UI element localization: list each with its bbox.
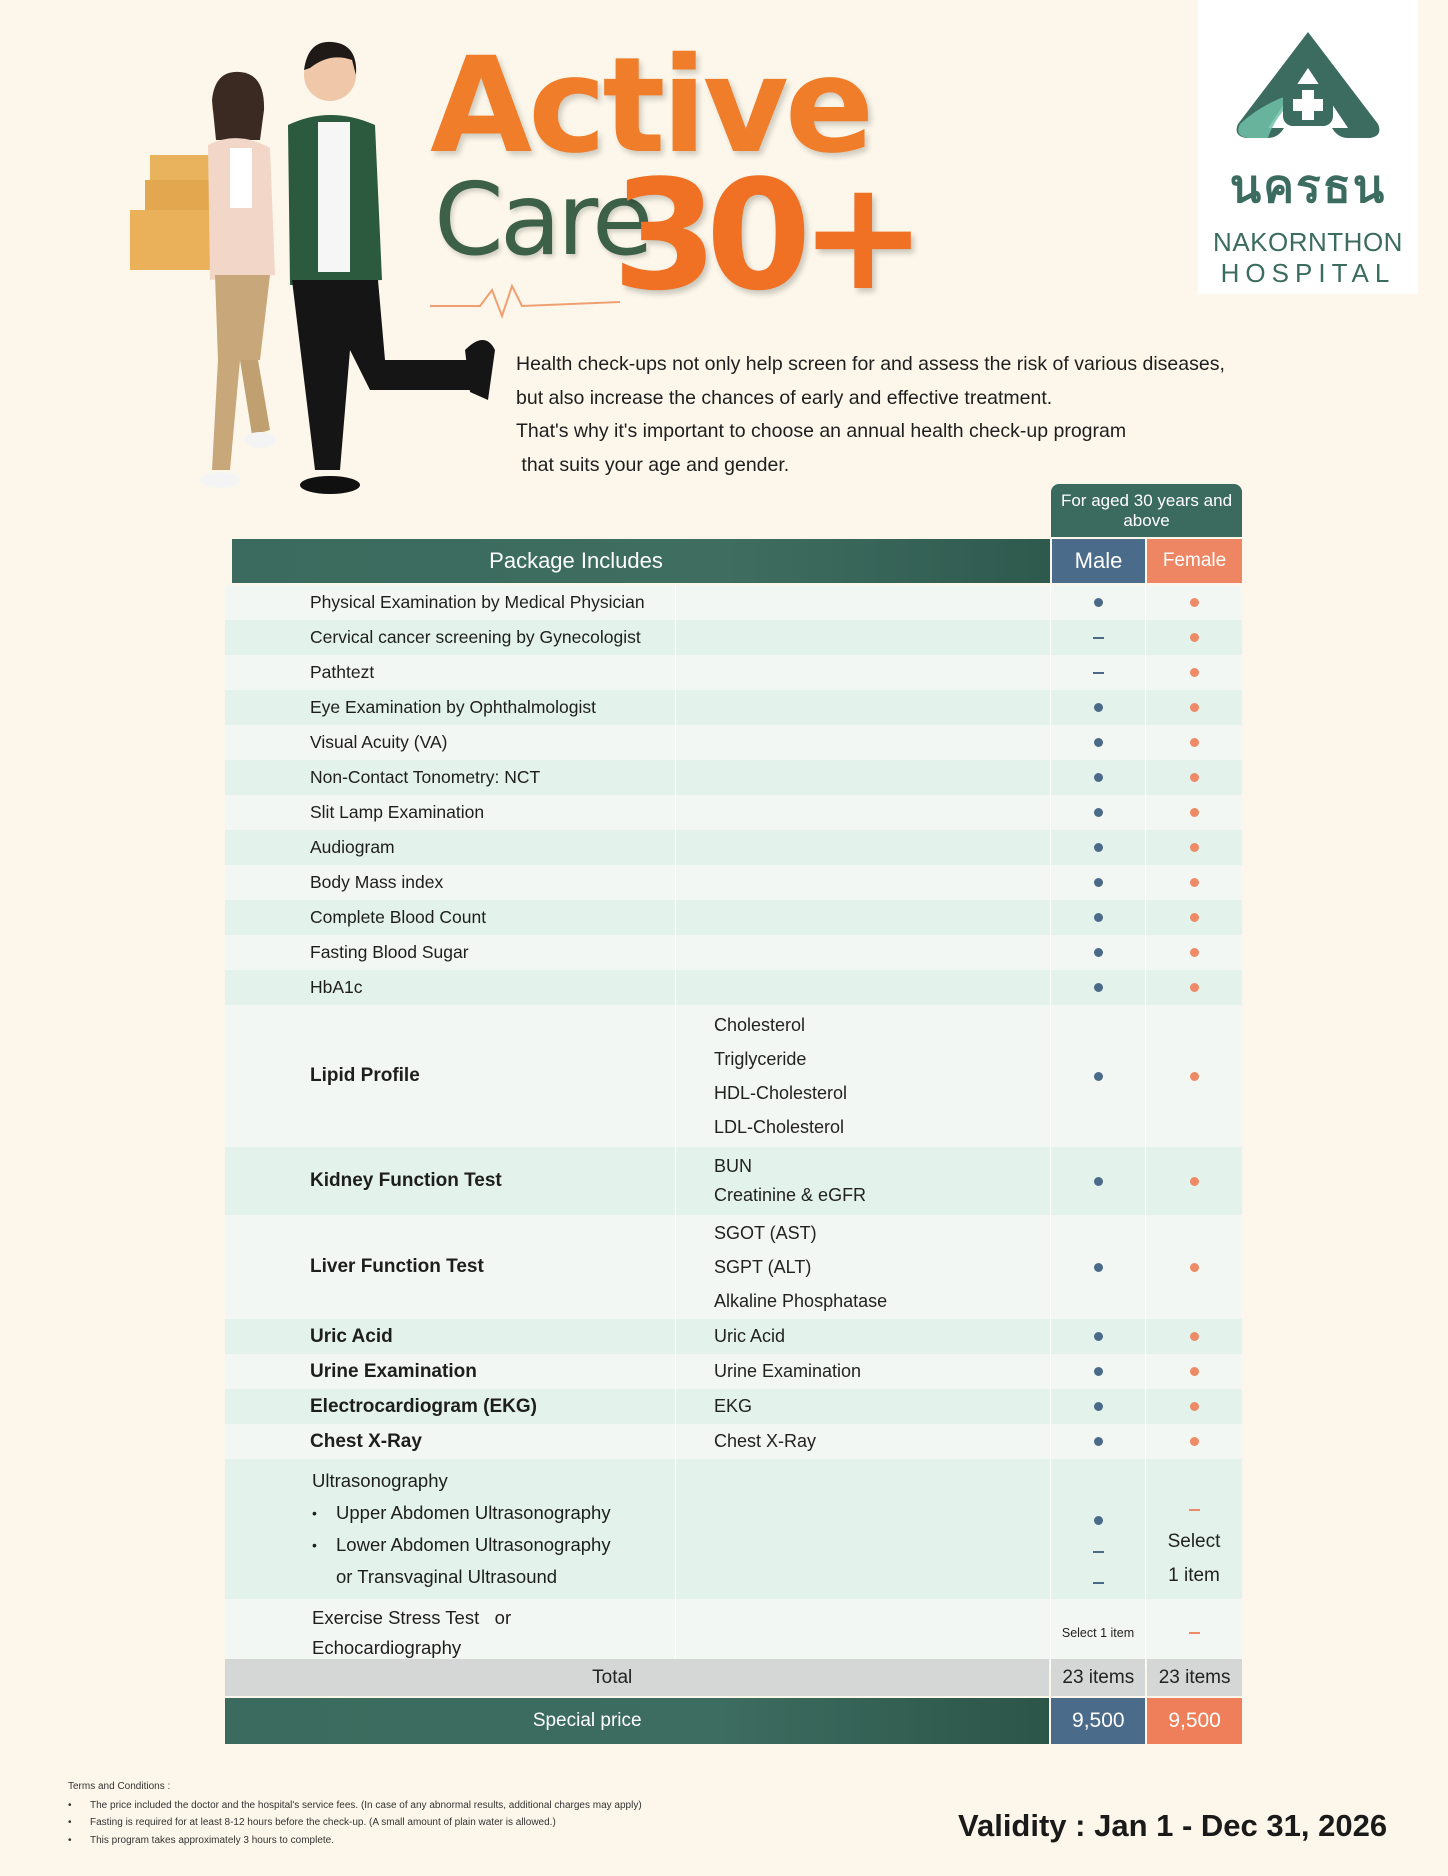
intro-line: Health check-ups not only help screen for and assess the risk of various diseases, bbox=[516, 353, 1225, 375]
item-name: Slit Lamp Examination bbox=[310, 802, 485, 822]
total-row bbox=[225, 1659, 1242, 1696]
item-details bbox=[675, 1005, 1050, 1147]
table-row bbox=[225, 1319, 1242, 1354]
female-included-icon bbox=[1190, 668, 1199, 677]
special-price-row bbox=[225, 1698, 1242, 1744]
table-row bbox=[225, 690, 1242, 725]
male-included-icon bbox=[1094, 1177, 1103, 1186]
male-included-icon bbox=[1094, 1332, 1103, 1341]
detail-line: BUN bbox=[714, 1156, 753, 1176]
intro-line: that suits your age and gender. bbox=[516, 453, 790, 476]
item-name: Chest X-Ray bbox=[310, 1430, 422, 1452]
hospital-cross-logo-icon bbox=[1228, 28, 1388, 146]
title-care: Care bbox=[434, 161, 650, 278]
item-name: Body Mass index bbox=[310, 872, 444, 892]
female-included-icon bbox=[1190, 1177, 1199, 1186]
male-included-icon bbox=[1094, 1367, 1103, 1376]
item-name: Complete Blood Count bbox=[310, 907, 487, 927]
table-row bbox=[225, 865, 1242, 900]
table-row bbox=[225, 1005, 1242, 1147]
hospital-logo bbox=[1198, 0, 1418, 294]
item-name: Audiogram bbox=[310, 837, 395, 857]
table-row-exercise bbox=[225, 1599, 1242, 1667]
item-name: Kidney Function Test bbox=[310, 1170, 502, 1191]
item-name: Lipid Profile bbox=[310, 1065, 420, 1086]
detail-line: Alkaline Phosphatase bbox=[714, 1291, 888, 1311]
exercise-line2: Echocardiography bbox=[312, 1637, 462, 1658]
female-included-icon bbox=[1190, 1367, 1199, 1376]
table-row bbox=[225, 830, 1242, 865]
detail-line: SGPT (ALT) bbox=[714, 1257, 812, 1277]
female-included-icon bbox=[1190, 913, 1199, 922]
total-label: Total bbox=[225, 1659, 1049, 1696]
item-details bbox=[675, 1215, 1050, 1319]
item-details: EKG bbox=[675, 1389, 1050, 1424]
title-active: Active bbox=[430, 29, 871, 183]
male-included-icon bbox=[1094, 598, 1103, 607]
ultrasound-upper: Upper Abdomen Ultrasonography bbox=[336, 1502, 611, 1523]
logo-english-line2: HOSPITAL bbox=[1220, 258, 1396, 288]
bullet-icon: • bbox=[68, 1834, 72, 1846]
female-included-icon bbox=[1190, 773, 1199, 782]
terms-item: • This program takes approximately 3 hours to complete. bbox=[68, 1832, 768, 1850]
ultrasound-lower: Lower Abdomen Ultrasonography bbox=[336, 1534, 611, 1555]
item-name: Electrocardiogram (EKG) bbox=[310, 1395, 537, 1417]
table-row bbox=[225, 620, 1242, 655]
table-row bbox=[225, 1424, 1242, 1459]
male-not-included-icon bbox=[1093, 672, 1104, 674]
terms-item: • The price included the doctor and the hospital's service fees. (In case of any abnormal results, additional charges may apply) bbox=[68, 1797, 768, 1815]
item-name: Cervical cancer screening by Gynecologist bbox=[310, 627, 641, 647]
item-name: Pathtezt bbox=[310, 662, 375, 682]
special-price-label: Special price bbox=[225, 1698, 1049, 1744]
table-row-ultrasonography bbox=[225, 1459, 1242, 1599]
detail-line: LDL-Cholesterol bbox=[714, 1117, 845, 1137]
male-select-note: Select 1 item bbox=[1061, 1626, 1135, 1640]
ultrasound-lower-alt: or Transvaginal Ultrasound bbox=[336, 1566, 558, 1587]
male-not-included-icon bbox=[1093, 1551, 1104, 1553]
table-row bbox=[225, 970, 1242, 1005]
female-select-text: Select bbox=[1167, 1531, 1221, 1552]
female-included-icon bbox=[1190, 738, 1199, 747]
female-included-icon bbox=[1190, 878, 1199, 887]
item-name: Eye Examination by Ophthalmologist bbox=[310, 697, 596, 717]
bullet-icon: • bbox=[68, 1817, 72, 1828]
table-row bbox=[225, 1215, 1242, 1319]
item-name: Liver Function Test bbox=[310, 1256, 484, 1277]
item-name: Non-Contact Tonometry: NCT bbox=[310, 767, 541, 787]
terms-title: Terms and Conditions : bbox=[68, 1781, 171, 1792]
male-column-header: Male bbox=[1052, 539, 1145, 583]
male-included-icon bbox=[1094, 1263, 1103, 1272]
item-name: Physical Examination by Medical Physician bbox=[310, 592, 645, 612]
table-row bbox=[225, 585, 1242, 620]
age-group-tab: For aged 30 years and above bbox=[1051, 484, 1242, 537]
total-male: 23 items bbox=[1051, 1659, 1145, 1696]
male-included-icon bbox=[1094, 878, 1103, 887]
item-name: HbA1c bbox=[310, 977, 363, 997]
item-details: Uric Acid bbox=[675, 1319, 1050, 1354]
item-name: Visual Acuity (VA) bbox=[310, 732, 448, 752]
table-row bbox=[225, 760, 1242, 795]
heartbeat-line-icon bbox=[430, 280, 620, 320]
bullet-icon: • bbox=[312, 1537, 317, 1553]
female-included-icon bbox=[1190, 1402, 1199, 1411]
detail-line: HDL-Cholesterol bbox=[714, 1083, 848, 1103]
female-included-icon bbox=[1190, 1072, 1199, 1081]
male-included-icon bbox=[1094, 948, 1103, 957]
female-included-icon bbox=[1190, 633, 1199, 642]
male-included-icon bbox=[1094, 1402, 1103, 1411]
female-included-icon bbox=[1190, 808, 1199, 817]
item-name: Urine Examination bbox=[310, 1360, 477, 1382]
male-included-icon bbox=[1094, 913, 1103, 922]
package-table bbox=[225, 585, 1242, 1667]
female-included-icon bbox=[1190, 1263, 1199, 1272]
male-included-icon bbox=[1094, 773, 1103, 782]
female-included-icon bbox=[1190, 843, 1199, 852]
ultrasound-item bbox=[225, 1459, 675, 1599]
table-row bbox=[225, 900, 1242, 935]
item-name: Uric Acid bbox=[310, 1325, 393, 1347]
male-not-included-icon bbox=[1093, 637, 1104, 639]
total-female: 23 items bbox=[1147, 1659, 1242, 1696]
female-included-icon bbox=[1190, 983, 1199, 992]
female-included-icon bbox=[1190, 598, 1199, 607]
male-included-icon bbox=[1094, 703, 1103, 712]
female-included-icon bbox=[1190, 1332, 1199, 1341]
validity-period: Validity : Jan 1 - Dec 31, 2026 bbox=[958, 1808, 1388, 1843]
female-included-icon bbox=[1190, 703, 1199, 712]
table-row bbox=[225, 1147, 1242, 1215]
table-row bbox=[225, 655, 1242, 690]
logo-thai-text: นครธน bbox=[1229, 159, 1387, 213]
exercise-line1: Exercise Stress Test or bbox=[312, 1607, 512, 1628]
terms-and-conditions bbox=[68, 1778, 768, 1849]
male-included-icon bbox=[1094, 1437, 1103, 1446]
male-not-included-icon bbox=[1093, 1582, 1104, 1584]
bullet-icon: • bbox=[312, 1505, 317, 1521]
intro-line: but also increase the chances of early and effective treatment. bbox=[516, 386, 1053, 409]
female-included-icon bbox=[1190, 948, 1199, 957]
female-dash-icon bbox=[1189, 1632, 1200, 1634]
male-included-icon bbox=[1094, 843, 1103, 852]
title-age-number: 30+ bbox=[612, 147, 915, 324]
table-row bbox=[225, 1354, 1242, 1389]
item-details bbox=[675, 1147, 1050, 1215]
detail-line: Cholesterol bbox=[714, 1015, 806, 1035]
bullet-icon: • bbox=[68, 1799, 72, 1811]
table-row bbox=[225, 935, 1242, 970]
male-included-icon bbox=[1094, 1072, 1103, 1081]
item-name: Fasting Blood Sugar bbox=[310, 942, 469, 962]
male-included-icon bbox=[1094, 738, 1103, 747]
price-male: 9,500 bbox=[1051, 1698, 1145, 1744]
logo-english-line1: NAKORNTHON bbox=[1213, 227, 1403, 257]
item-details: Urine Examination bbox=[675, 1354, 1050, 1389]
price-female: 9,500 bbox=[1147, 1698, 1242, 1744]
detail-line: SGOT (AST) bbox=[714, 1223, 817, 1243]
female-select-text: 1 item bbox=[1168, 1565, 1220, 1586]
package-includes-header: Package Includes bbox=[232, 539, 1050, 583]
female-column-header: Female bbox=[1147, 539, 1242, 583]
female-included-icon bbox=[1190, 1437, 1199, 1446]
detail-line: Triglyceride bbox=[714, 1049, 807, 1069]
program-title bbox=[430, 29, 915, 324]
intro-line: That's why it's important to choose an annual health check-up program bbox=[516, 420, 1127, 442]
table-row bbox=[225, 725, 1242, 760]
item-details: Chest X-Ray bbox=[675, 1424, 1050, 1459]
ultrasound-title: Ultrasonography bbox=[312, 1470, 448, 1491]
detail-line: Creatinine & eGFR bbox=[714, 1185, 867, 1205]
male-included-icon bbox=[1094, 1516, 1103, 1525]
intro-text bbox=[516, 348, 1240, 482]
male-included-icon bbox=[1094, 983, 1103, 992]
table-row bbox=[225, 1389, 1242, 1424]
table-row bbox=[225, 795, 1242, 830]
terms-item: • Fasting is required for at least 8-12 hours before the check-up. (A small amount of plain water is allowed.) bbox=[68, 1814, 768, 1832]
male-included-icon bbox=[1094, 808, 1103, 817]
female-dash-icon bbox=[1189, 1509, 1200, 1511]
